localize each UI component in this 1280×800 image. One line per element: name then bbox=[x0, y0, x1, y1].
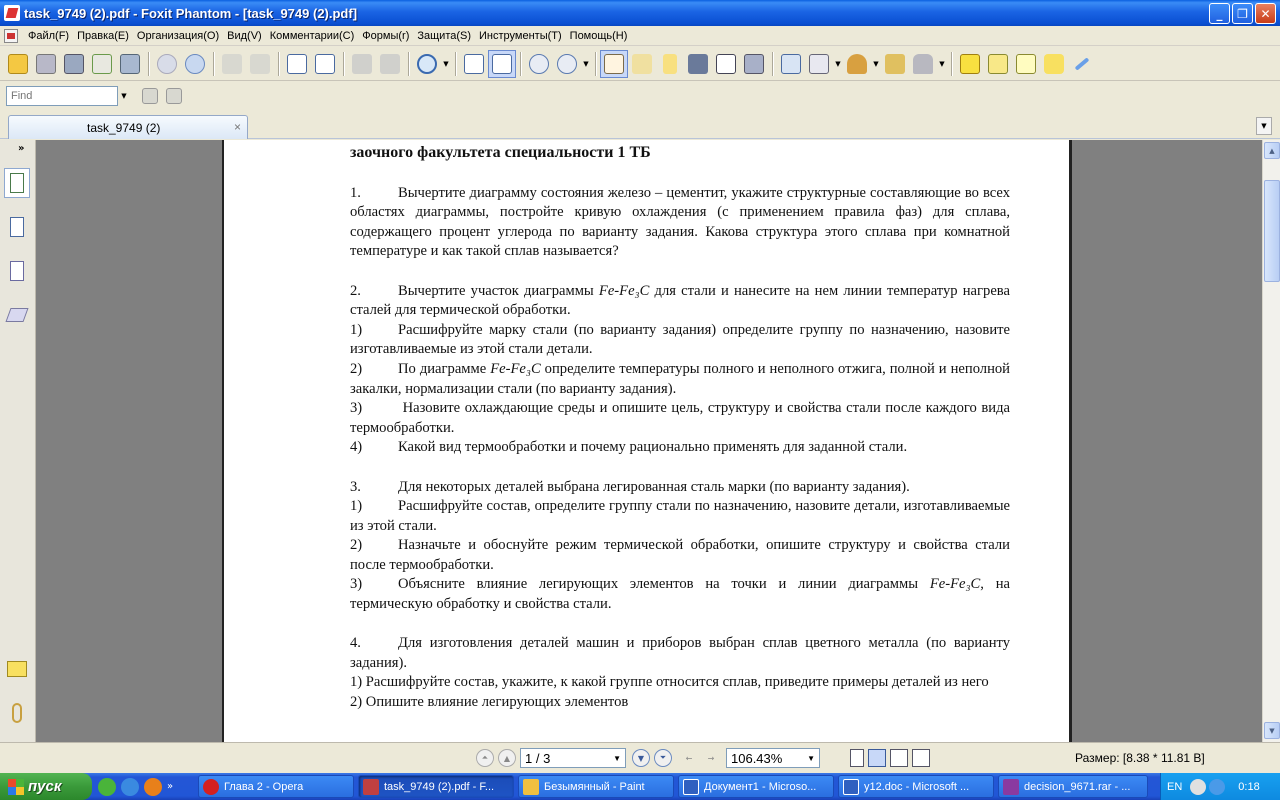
arrow-left-icon bbox=[222, 54, 242, 74]
quick-launch-icon-2[interactable] bbox=[121, 778, 139, 796]
taskbar-button-opera[interactable]: Глава 2 - Opera bbox=[198, 775, 354, 798]
cursor-icon bbox=[663, 54, 677, 74]
toolbar-separator bbox=[278, 52, 279, 76]
system-tray bbox=[1160, 773, 1280, 800]
checkmark-button[interactable] bbox=[984, 50, 1012, 78]
fit-width-icon bbox=[492, 54, 512, 74]
loupe-tool-button[interactable] bbox=[628, 50, 656, 78]
comments-panel-button[interactable] bbox=[4, 654, 30, 684]
foxit-icon bbox=[363, 779, 379, 795]
next-page-status-button[interactable]: ▼ bbox=[632, 749, 650, 767]
zoom-tool-button[interactable] bbox=[413, 50, 441, 78]
quick-launch bbox=[98, 778, 194, 796]
arrow-up-icon bbox=[157, 54, 177, 74]
first-page-button[interactable]: ⏶ bbox=[476, 749, 494, 767]
bookmark-icon bbox=[10, 173, 24, 193]
go-forward-button[interactable]: → bbox=[707, 753, 715, 763]
menu-tools[interactable]: Инструменты(T) bbox=[479, 29, 562, 42]
zoom-level-dropdown-arrow[interactable]: ▼ bbox=[583, 59, 589, 68]
winrar-icon bbox=[1003, 779, 1019, 795]
folder-icon bbox=[8, 54, 28, 74]
single-page-view-button[interactable] bbox=[850, 749, 864, 767]
taskbar-button-word-2[interactable]: y12.doc - Microsoft ... bbox=[838, 775, 994, 798]
layers-icon bbox=[5, 308, 28, 322]
arrow-right-icon bbox=[250, 54, 270, 74]
menu-comments[interactable]: Комментарии(C) bbox=[269, 29, 355, 42]
pdf-page bbox=[222, 140, 1072, 742]
continuous-view-button[interactable] bbox=[868, 749, 886, 767]
page-number-field[interactable]: 1 / 3 ▼ bbox=[520, 748, 626, 768]
page-number: 1 / 3 bbox=[525, 750, 551, 766]
question-2: 2. Вычертите участок диаграммы Fe-Fe₃C для стали и нанесите на нем линии температур нагрева сталей для термической обработки. bbox=[350, 282, 1010, 319]
question-3-item-3: 3) Объясните влияние легирующих элементов на точки и линии диаграммы Fe-Fe₃C, на термическую обработку и свойства стали. bbox=[350, 576, 1010, 613]
arrow-down-icon bbox=[185, 54, 205, 74]
windows-taskbar bbox=[0, 773, 1280, 800]
taskbar-button-foxit[interactable]: task_9749 (2).pdf - F... bbox=[358, 775, 514, 798]
page-extract-icon bbox=[315, 54, 335, 74]
zoom-in-button[interactable] bbox=[553, 50, 581, 78]
find-next-icon bbox=[166, 88, 182, 104]
language-indicator[interactable]: EN bbox=[1167, 780, 1183, 793]
document-tab-bar bbox=[0, 112, 1280, 139]
binoculars-icon bbox=[688, 54, 708, 74]
zoom-out-button[interactable] bbox=[525, 50, 553, 78]
question-3: 3. Для некоторых деталей выбрана легированная сталь марки (по варианту задания). bbox=[350, 478, 910, 495]
text-box-icon bbox=[1016, 54, 1036, 74]
menu-forms[interactable]: Формы(r) bbox=[362, 29, 410, 42]
close-tab-icon[interactable]: × bbox=[233, 120, 241, 134]
print-button[interactable] bbox=[60, 50, 88, 78]
tray-icon-1[interactable] bbox=[1190, 779, 1206, 795]
question-3-item-1: 1) Расшифруйте состав, определите группу стали по назначению, назовите детали, изготавливаемые из этой стали. bbox=[350, 498, 1010, 534]
note-button[interactable] bbox=[1040, 50, 1068, 78]
foxit-app-icon[interactable] bbox=[4, 5, 20, 21]
layers-button[interactable] bbox=[4, 300, 30, 330]
question-2-item-4: 4) Какой вид термообработки и почему рационально применять для заданной стали. bbox=[350, 439, 908, 456]
question-1: 1. Вычертите диаграмму состояния железо – цементит, укажите структурные составляющие во всех областях диаграммы, постройте кривую охлаждения (с применением правила фаз) для сплава, содержащего процент углерода по варианту задания. Какова структура этого сплава при комнатной температуре и как такой сплав называется? bbox=[350, 184, 1010, 260]
menu-view[interactable]: Вид(V) bbox=[227, 29, 262, 42]
tab-list-dropdown[interactable]: ▼ bbox=[1256, 117, 1272, 135]
insert-page-button[interactable] bbox=[283, 50, 311, 78]
redo-button[interactable] bbox=[376, 50, 404, 78]
note-icon bbox=[1044, 54, 1064, 74]
page-heading: заочного факультета специальности 1 ТБ bbox=[350, 144, 651, 161]
scroll-down-button[interactable]: ▼ bbox=[1264, 722, 1280, 739]
next-page-button[interactable] bbox=[181, 50, 209, 78]
select-tool-button[interactable] bbox=[656, 50, 684, 78]
save-icon bbox=[36, 54, 56, 74]
question-4: 4. Для изготовления деталей машин и приборов выбран сплав цветного металла (по варианту задания). bbox=[350, 635, 1010, 671]
start-label: пуск bbox=[28, 778, 62, 795]
zoom-dropdown-arrow[interactable]: ▼ bbox=[443, 59, 449, 68]
toolbar-separator bbox=[343, 52, 344, 76]
secure-dropdown-arrow[interactable]: ▼ bbox=[939, 59, 945, 68]
last-page-button[interactable]: ⏷ bbox=[654, 749, 672, 767]
camera-icon bbox=[744, 54, 764, 74]
document-view[interactable] bbox=[36, 140, 1262, 742]
toolbar-separator bbox=[520, 52, 521, 76]
vertical-scrollbar[interactable] bbox=[1262, 140, 1280, 742]
windows-flag-icon bbox=[8, 779, 24, 795]
zoom-out-icon bbox=[529, 54, 549, 74]
undo-icon bbox=[352, 54, 372, 74]
pencil-sign-icon bbox=[885, 54, 905, 74]
page-size-readout: Размер: [8.38 * 11.81 В] bbox=[1075, 751, 1205, 765]
question-2-item-1: 1) Расшифруйте марку стали (по варианту задания) определите группу по назначению, назовите изготавливаемые из этой стали детали. bbox=[350, 321, 1010, 358]
highlighter-icon bbox=[960, 54, 980, 74]
toolbar-separator bbox=[213, 52, 214, 76]
taskbar-button-word-1[interactable]: Документ1 - Microso... bbox=[678, 775, 834, 798]
zoom-in-icon bbox=[557, 54, 577, 74]
email-icon bbox=[92, 54, 112, 74]
window-icon bbox=[781, 54, 801, 74]
toolbar-separator bbox=[455, 52, 456, 76]
question-4-item-1: 1) Расшифруйте состав, укажите, к какой группе относится сплав, приведите примеры деталей из него bbox=[350, 674, 989, 691]
find-previous-button[interactable] bbox=[138, 82, 162, 110]
lock-icon bbox=[913, 54, 933, 74]
document-tab[interactable] bbox=[8, 115, 248, 139]
typewriter-button[interactable] bbox=[777, 50, 805, 78]
scan-button[interactable] bbox=[116, 50, 144, 78]
question-2-item-3: 3) Назовите охлаждающие среды и опишите цель, структуру и свойства стали после каждого вида термообработки. bbox=[350, 400, 1010, 436]
pages-icon bbox=[10, 217, 24, 237]
clock: 0:18 bbox=[1238, 780, 1260, 793]
toolbar-separator bbox=[408, 52, 409, 76]
document-tab-label: task_9749 (2) bbox=[87, 121, 161, 135]
menu-protect[interactable]: Защита(S) bbox=[417, 29, 472, 42]
printer-icon bbox=[64, 54, 84, 74]
document-icon[interactable] bbox=[4, 29, 18, 43]
tray-icon-2[interactable] bbox=[1209, 779, 1225, 795]
navigation-panel bbox=[0, 140, 36, 742]
menu-edit[interactable]: Правка(E) bbox=[77, 29, 129, 42]
find-tool-button[interactable] bbox=[684, 50, 712, 78]
hand-icon bbox=[604, 54, 624, 74]
menu-organize[interactable]: Организация(O) bbox=[136, 29, 220, 42]
find-next-button[interactable] bbox=[162, 82, 186, 110]
word-icon bbox=[683, 779, 699, 795]
quick-launch-more-icon[interactable]: » bbox=[167, 781, 174, 792]
question-3-item-2: 2) Назначьте и обоснуйте режим термической обработки, опишите структуру и свойства стали после термообработки. bbox=[350, 537, 1010, 573]
go-back-button[interactable]: ← bbox=[685, 753, 693, 763]
window-title: task_9749 (2).pdf - Foxit Phantom - [task_9749 (2).pdf] bbox=[24, 5, 358, 21]
pages-button[interactable] bbox=[4, 212, 30, 242]
main-toolbar bbox=[0, 47, 1280, 81]
edit-dropdown-arrow[interactable]: ▼ bbox=[835, 59, 841, 68]
glasses-icon bbox=[632, 54, 652, 74]
text-box-button[interactable] bbox=[1012, 50, 1040, 78]
select-text-button[interactable] bbox=[712, 50, 740, 78]
fit-page-button[interactable] bbox=[460, 50, 488, 78]
stamp-dropdown-arrow[interactable]: ▼ bbox=[873, 59, 879, 68]
question-4-item-2: 2) Опишите влияние легирующих элементов bbox=[350, 694, 629, 711]
attachments-button[interactable] bbox=[4, 698, 30, 728]
arrow-tool-button[interactable] bbox=[1068, 50, 1096, 78]
save-button[interactable] bbox=[32, 50, 60, 78]
zoom-value: 106.43% bbox=[731, 750, 783, 766]
start-button[interactable] bbox=[0, 773, 92, 800]
snapshot-button[interactable] bbox=[740, 50, 768, 78]
comment-icon bbox=[7, 661, 27, 677]
find-bar bbox=[0, 82, 1280, 110]
highlight-button[interactable] bbox=[956, 50, 984, 78]
menu-help[interactable]: Помощь(H) bbox=[569, 29, 628, 42]
toolbar-separator bbox=[772, 52, 773, 76]
signatures-button[interactable] bbox=[4, 256, 30, 286]
check-icon bbox=[988, 54, 1008, 74]
title-bar bbox=[0, 0, 1280, 26]
email-button[interactable] bbox=[88, 50, 116, 78]
scroll-thumb[interactable] bbox=[1264, 180, 1280, 282]
open-button[interactable] bbox=[4, 50, 32, 78]
sign-button[interactable] bbox=[881, 50, 909, 78]
page-insert-icon bbox=[287, 54, 307, 74]
paperclip-icon bbox=[12, 703, 22, 723]
minimize-button[interactable]: _ bbox=[1209, 3, 1230, 24]
restore-button[interactable]: ❐ bbox=[1232, 3, 1253, 24]
status-bar bbox=[0, 742, 1280, 773]
bookmarks-button[interactable] bbox=[4, 168, 30, 198]
fit-width-button[interactable] bbox=[488, 50, 516, 78]
word-icon bbox=[843, 779, 859, 795]
forward-button[interactable] bbox=[246, 50, 274, 78]
continuous-facing-view-button[interactable] bbox=[912, 749, 930, 767]
close-button[interactable]: ✕ bbox=[1255, 3, 1276, 24]
extract-page-button[interactable] bbox=[311, 50, 339, 78]
redo-icon bbox=[380, 54, 400, 74]
stamp-icon bbox=[847, 54, 867, 74]
scroll-up-button[interactable]: ▲ bbox=[1264, 142, 1280, 159]
paint-icon bbox=[523, 779, 539, 795]
previous-page-button[interactable] bbox=[153, 50, 181, 78]
taskbar-button-winrar[interactable]: decision_9671.rar - ... bbox=[998, 775, 1148, 798]
toolbar-separator bbox=[595, 52, 596, 76]
scanner-icon bbox=[120, 54, 140, 74]
find-input[interactable] bbox=[6, 86, 118, 106]
toolbar-separator bbox=[148, 52, 149, 76]
hand-tool-button[interactable] bbox=[600, 50, 628, 78]
taskbar-button-paint[interactable]: Безымянный - Paint bbox=[518, 775, 674, 798]
menu-file[interactable]: Файл(F) bbox=[28, 29, 70, 42]
quick-launch-icon-1[interactable] bbox=[98, 778, 116, 796]
menu-bar bbox=[0, 26, 1280, 46]
back-button[interactable] bbox=[218, 50, 246, 78]
magnifier-icon bbox=[417, 54, 437, 74]
pen-edit-icon bbox=[809, 54, 829, 74]
firefox-icon[interactable] bbox=[144, 778, 162, 796]
page-text bbox=[350, 142, 1010, 713]
toolbar-separator bbox=[951, 52, 952, 76]
fit-page-icon bbox=[464, 54, 484, 74]
signature-icon bbox=[10, 261, 24, 281]
facing-view-button[interactable] bbox=[890, 749, 908, 767]
edit-content-button[interactable] bbox=[805, 50, 833, 78]
arrow-icon bbox=[1075, 57, 1090, 70]
opera-icon bbox=[203, 779, 219, 795]
find-dropdown-arrow[interactable]: ▼ bbox=[121, 92, 127, 100]
undo-button[interactable] bbox=[348, 50, 376, 78]
secure-button[interactable] bbox=[909, 50, 937, 78]
expand-panel-icon[interactable]: » bbox=[18, 143, 25, 154]
question-2-item-2: 2) По диаграмме Fe-Fe₃C определите температуры полного и неполного отжига, полной и неполной закалки, нормализации стали (по варианту задания). bbox=[350, 360, 1010, 397]
text-select-icon bbox=[716, 54, 736, 74]
zoom-field[interactable]: 106.43% ▼ bbox=[726, 748, 820, 768]
stamp-button[interactable] bbox=[843, 50, 871, 78]
find-previous-icon bbox=[142, 88, 158, 104]
previous-page-status-button[interactable]: ▲ bbox=[498, 749, 516, 767]
